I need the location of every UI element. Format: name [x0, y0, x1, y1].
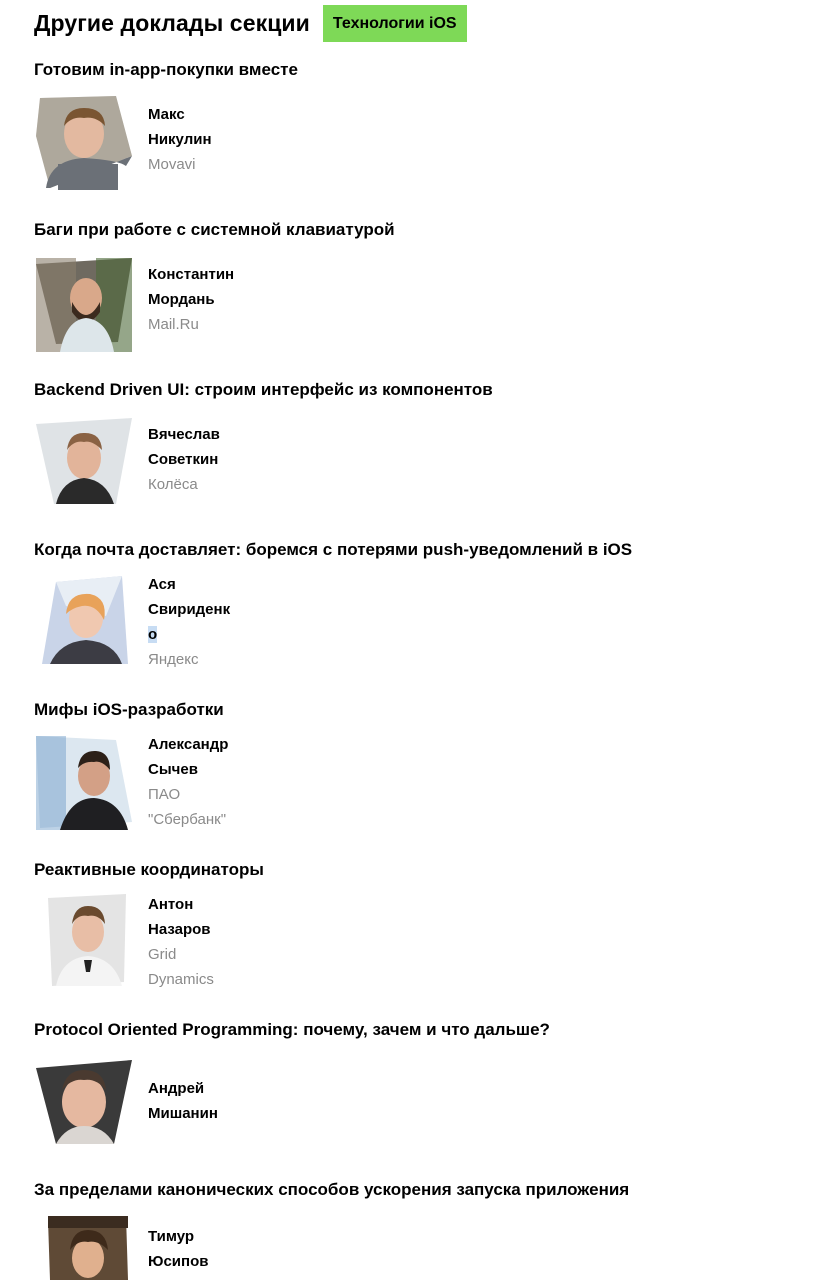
- speaker-last-name[interactable]: Назаров: [148, 921, 211, 938]
- speaker-first-name[interactable]: Александр: [148, 736, 229, 753]
- speaker-info: [148, 572, 248, 672]
- speaker-company: Dynamics: [148, 971, 214, 988]
- talk-title[interactable]: Когда почта доставляет: боремся с потерями push-уведомлений в iOS: [34, 540, 633, 559]
- speaker-info: [148, 1224, 248, 1274]
- speaker-info: [148, 892, 248, 992]
- speaker-last-name[interactable]: Мишанин: [148, 1105, 218, 1122]
- talk-card: [0, 220, 820, 380]
- speaker-last-name[interactable]: Советкин: [148, 451, 219, 468]
- talk-card: [0, 540, 820, 700]
- speaker-first-name[interactable]: Тимур: [148, 1228, 195, 1245]
- talk-card: [0, 1020, 820, 1180]
- speaker-company: Movavi: [148, 156, 196, 173]
- section-header: [34, 4, 467, 42]
- speaker-info: [148, 732, 248, 832]
- speaker-last-name[interactable]: Сычев: [148, 761, 198, 778]
- speaker-photo[interactable]: [36, 576, 132, 670]
- talk-title[interactable]: Баги при работе с системной клавиатурой: [34, 220, 395, 239]
- speaker-info: [148, 262, 248, 337]
- speaker-photo[interactable]: [36, 258, 132, 352]
- speaker-first-name[interactable]: Вячеслав: [148, 426, 220, 443]
- talk-card: [0, 700, 820, 860]
- speaker-company: Mail.Ru: [148, 316, 199, 333]
- selected-text: о: [148, 626, 158, 643]
- speaker-company: "Сбербанк": [148, 811, 227, 828]
- speaker-first-name[interactable]: Макс: [148, 106, 185, 123]
- speaker-photo[interactable]: [36, 96, 132, 190]
- section-badge[interactable]: Технологии iOS: [323, 5, 467, 42]
- speaker-photo[interactable]: [36, 418, 132, 512]
- talk-title[interactable]: Protocol Oriented Programming: почему, зачем и что дальше?: [34, 1020, 550, 1039]
- speaker-first-name[interactable]: Константин: [148, 266, 235, 283]
- speaker-info: [148, 1076, 248, 1126]
- talk-title[interactable]: Мифы iOS-разработки: [34, 700, 224, 719]
- talk-title[interactable]: Backend Driven UI: строим интерфейс из компонентов: [34, 380, 493, 399]
- speaker-photo[interactable]: [36, 736, 132, 830]
- speaker-last-name[interactable]: Мордань: [148, 291, 215, 308]
- speaker-photo[interactable]: [48, 894, 128, 988]
- speaker-info: [148, 102, 248, 177]
- speaker-first-name[interactable]: Андрей: [148, 1080, 205, 1097]
- speaker-info: [148, 422, 248, 497]
- talk-title[interactable]: Готовим in-app-покупки вместе: [34, 60, 298, 79]
- speaker-photo[interactable]: [36, 1060, 132, 1154]
- talk-card: [0, 860, 820, 1020]
- talk-card: [0, 380, 820, 540]
- speaker-last-name[interactable]: Юсипов: [148, 1253, 209, 1270]
- speaker-first-name[interactable]: Ася: [148, 576, 176, 593]
- speaker-last-name[interactable]: Свириденк о: [148, 601, 231, 643]
- speaker-photo[interactable]: [48, 1216, 128, 1280]
- speaker-company: Grid: [148, 946, 177, 963]
- speaker-company: ПАО: [148, 786, 181, 803]
- talk-card: [0, 1180, 820, 1280]
- talk-title[interactable]: Реактивные координаторы: [34, 860, 264, 879]
- speaker-company: Колёса: [148, 476, 198, 493]
- speaker-first-name[interactable]: Антон: [148, 896, 194, 913]
- speaker-company: Яндекс: [148, 651, 199, 668]
- section-title: Другие доклады секции: [34, 9, 310, 36]
- talk-card: [0, 60, 820, 220]
- talk-title[interactable]: За пределами канонических способов ускорения запуска приложения: [34, 1180, 630, 1199]
- speaker-last-name[interactable]: Никулин: [148, 131, 212, 148]
